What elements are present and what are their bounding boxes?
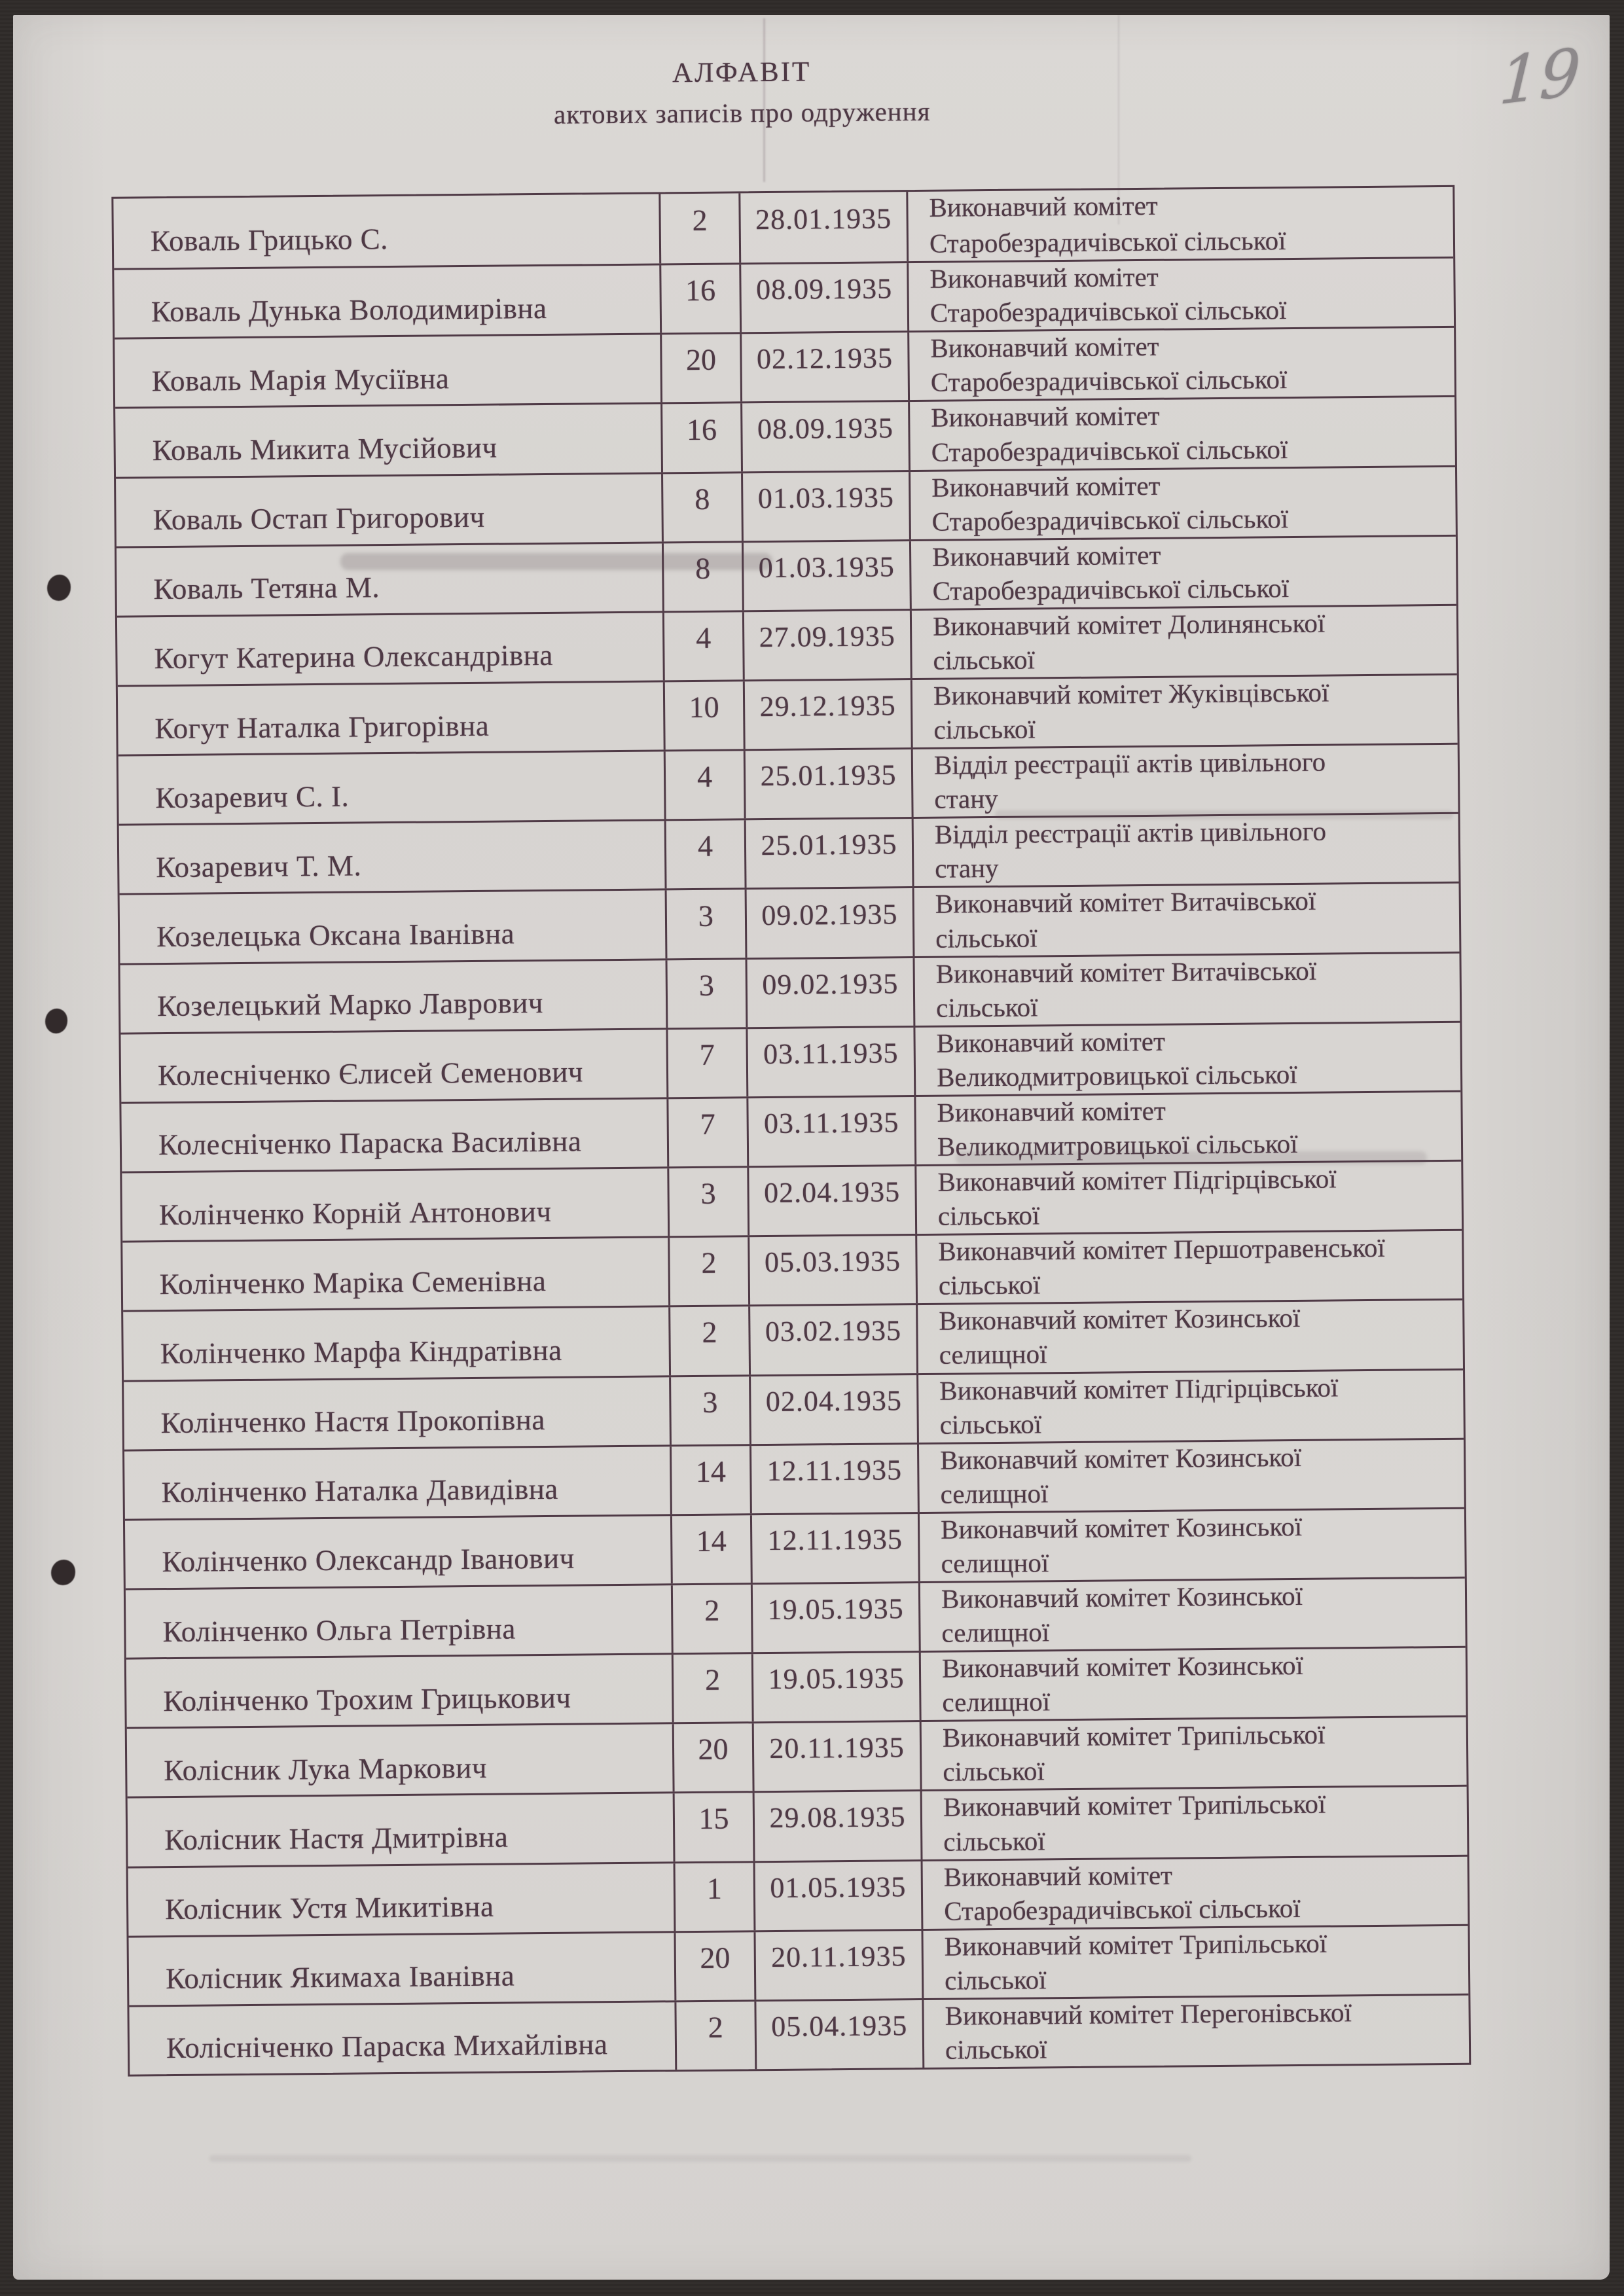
record-date: 19.05.1935	[751, 1583, 919, 1652]
record-registration-organ	[916, 1370, 1464, 1442]
record-organ-line1: Виконавчий комітет Козинської	[939, 1302, 1301, 1336]
record-organ-line2: Старобезрадичівської сільської	[929, 295, 1287, 329]
record-organ-line1: Виконавчий комітет	[931, 401, 1160, 433]
record-entry-number: 14	[670, 1515, 751, 1583]
record-registration-organ	[914, 1162, 1462, 1234]
record-date: 02.04.1935	[747, 1166, 915, 1235]
table-row	[120, 882, 1460, 963]
record-date: 20.11.1935	[752, 1722, 920, 1791]
record-registration-organ	[908, 397, 1455, 469]
table-row	[128, 1785, 1468, 1866]
record-organ-line1: Виконавчий комітет Трипільської	[944, 1928, 1327, 1962]
record-organ-line2: сільської	[943, 1755, 1045, 1787]
record-organ-line2: сільської	[933, 713, 1036, 745]
record-date: 05.04.1935	[754, 2000, 922, 2069]
record-entry-number: 4	[664, 821, 745, 889]
record-date: 03.11.1935	[746, 1097, 914, 1166]
record-organ-line2: сільської	[943, 1825, 1045, 1857]
record-registration-organ	[922, 1996, 1469, 2068]
record-entry-number: 7	[666, 1029, 746, 1097]
table-row	[129, 1994, 1469, 2075]
record-registration-organ	[909, 467, 1456, 539]
table-row	[113, 187, 1453, 268]
record-date: 27.09.1935	[742, 611, 911, 679]
table-row	[117, 535, 1456, 616]
record-entry-number: 8	[662, 543, 742, 611]
table-row	[124, 1437, 1464, 1518]
record-date: 29.12.1935	[743, 680, 911, 749]
record-name: Когут Катерина Олександрівна	[154, 639, 554, 675]
record-organ-line2: Старобезрадичівської сільської	[931, 433, 1288, 467]
table-row	[126, 1577, 1466, 1658]
record-entry-number: 7	[666, 1098, 747, 1166]
record-entry-number: 3	[669, 1376, 749, 1444]
record-organ-line1: Виконавчий комітет Козинської	[940, 1511, 1303, 1545]
record-name: Коваль Микита Мусійович	[152, 431, 497, 467]
record-organ-line1: Виконавчий комітет Козинської	[941, 1580, 1303, 1614]
record-organ-line1: Виконавчий комітет	[937, 1095, 1166, 1128]
table-row	[118, 743, 1458, 824]
record-date: 08.09.1935	[739, 263, 907, 332]
record-name: Колінченко Ольга Петрівна	[162, 1611, 516, 1648]
table-row	[125, 1507, 1465, 1588]
record-organ-line1: Виконавчий комітет Витачівської	[935, 955, 1317, 989]
record-name: Козелецька Оксана Іванівна	[156, 917, 515, 954]
record-registration-organ	[910, 606, 1457, 678]
record-organ-line2: Старобезрадичівської сільської	[931, 503, 1289, 537]
record-organ-line1: Виконавчий комітет	[936, 1026, 1166, 1058]
record-date: 12.11.1935	[749, 1444, 918, 1513]
record-organ-line2: стану	[935, 853, 999, 884]
record-organ-line2: Великодмитровицької сільської	[936, 1058, 1297, 1092]
hole-punch	[47, 575, 71, 601]
table-row	[121, 1090, 1461, 1172]
record-name: Колісник Лука Маркович	[164, 1751, 488, 1787]
record-entry-number: 3	[666, 960, 746, 1028]
record-organ-line1: Виконавчий комітет Козинської	[939, 1441, 1302, 1475]
table-row	[116, 465, 1456, 546]
page-subtitle: актових записів про одруження	[553, 96, 931, 130]
record-registration-organ	[920, 1717, 1467, 1789]
document-paper	[13, 15, 1610, 2280]
record-registration-organ	[921, 1856, 1468, 1928]
record-organ-line1: Виконавчий комітет	[929, 261, 1159, 294]
record-name: Колінченко Маріка Семенівна	[159, 1264, 547, 1300]
record-name: Колісніченко Параска Михайлівна	[166, 2028, 608, 2065]
record-name: Колінченко Марфа Кіндратівна	[160, 1333, 562, 1371]
record-organ-line2: Великодмитровицької сільської	[937, 1128, 1298, 1162]
record-date: 01.05.1935	[753, 1861, 922, 1930]
record-organ-line2: сільської	[944, 1964, 1047, 1996]
table-row	[115, 395, 1455, 476]
record-name: Коваль Марія Мусіївна	[151, 362, 450, 398]
table-row	[122, 1160, 1462, 1241]
record-organ-line1: Виконавчий комітет Витачівської	[935, 886, 1316, 920]
record-registration-organ	[914, 1092, 1461, 1164]
record-name: Колесніченко Єлисей Семенович	[157, 1055, 584, 1092]
record-organ-line2: селищної	[941, 1617, 1050, 1648]
record-name: Козелецький Марко Лаврович	[156, 986, 544, 1023]
record-entry-number: 2	[671, 1585, 751, 1653]
record-organ-line2: селищної	[941, 1547, 1049, 1579]
record-name: Колінченко Корній Антонович	[158, 1194, 552, 1231]
record-registration-organ	[912, 953, 1460, 1025]
record-registration-organ	[906, 187, 1453, 261]
handwritten-page-number: 19	[1497, 34, 1583, 120]
table-row	[118, 673, 1458, 755]
record-organ-line1: Виконавчий комітет	[943, 1859, 1173, 1892]
record-date: 20.11.1935	[753, 1931, 922, 2000]
record-organ-line2: сільської	[933, 644, 1036, 675]
record-organ-line1: Виконавчий комітет Трипільської	[942, 1719, 1326, 1753]
record-date: 29.08.1935	[753, 1791, 921, 1860]
record-organ-line2: Старобезрадичівської сільської	[932, 572, 1290, 606]
table-row	[117, 604, 1457, 685]
record-date: 09.02.1935	[746, 958, 914, 1027]
record-entry-number: 14	[670, 1446, 750, 1514]
printed-content	[5, 9, 1621, 2287]
table-row	[122, 1229, 1462, 1310]
record-organ-line2: Старобезрадичівської сільської	[944, 1892, 1301, 1926]
record-organ-line1: Відділ реєстрації актів цивільного	[933, 746, 1326, 780]
records-table	[111, 185, 1471, 2077]
record-entry-number: 4	[662, 612, 743, 680]
record-name: Колісник Настя Дмитрівна	[164, 1820, 509, 1857]
record-entry-number: 2	[668, 1238, 748, 1306]
record-name: Колінченко Трохим Грицькович	[163, 1681, 571, 1717]
record-date: 02.04.1935	[749, 1375, 917, 1444]
record-entry-number: 3	[665, 890, 746, 958]
page-title: АЛФАВІТ	[672, 56, 812, 89]
record-name: Коваль Грицько С.	[150, 223, 389, 258]
record-date: 19.05.1935	[751, 1653, 920, 1721]
record-organ-line1: Виконавчий комітет Першотравенської	[938, 1232, 1385, 1266]
record-organ-line2: сільської	[939, 1408, 1042, 1440]
record-entry-number: 2	[674, 2001, 755, 2070]
record-name: Колінченко Настя Прокопівна	[160, 1403, 546, 1440]
record-entry-number: 8	[661, 473, 742, 541]
record-registration-organ	[912, 884, 1460, 956]
record-entry-number: 20	[674, 1932, 754, 2000]
record-organ-line2: Старобезрадичівської сільської	[929, 225, 1286, 259]
record-name: Колесніченко Параска Василівна	[158, 1124, 582, 1162]
record-organ-line1: Виконавчий комітет Перегонівської	[945, 1997, 1352, 2031]
record-registration-organ	[921, 1926, 1468, 1998]
table-row	[127, 1715, 1467, 1797]
record-organ-line1: Виконавчий комітет Підгірцівської	[939, 1371, 1339, 1406]
record-organ-line2: Старобезрадичівської сільської	[930, 364, 1288, 398]
record-organ-line1: Виконавчий комітет Долинянської	[932, 607, 1326, 641]
table-row	[124, 1368, 1464, 1449]
record-name: Колісник Якимаха Іванівна	[165, 1959, 515, 1996]
record-registration-organ	[907, 328, 1454, 400]
record-registration-organ	[907, 259, 1454, 331]
record-organ-line1: Виконавчий комітет	[930, 331, 1159, 364]
record-registration-organ	[911, 675, 1458, 747]
record-organ-line1: Виконавчий комітет	[931, 539, 1161, 572]
record-organ-line2: сільської	[937, 1200, 1040, 1231]
table-row	[119, 812, 1459, 893]
record-registration-organ	[919, 1648, 1466, 1720]
record-entry-number: 20	[660, 334, 740, 403]
record-name: Козаревич Т. М.	[156, 849, 362, 884]
record-organ-line2: селищної	[940, 1478, 1049, 1509]
record-date: 03.02.1935	[748, 1305, 916, 1374]
record-date: 01.03.1935	[742, 541, 910, 610]
table-row	[114, 257, 1454, 338]
record-organ-line2: стану	[934, 783, 998, 815]
record-organ-line2: сільської	[935, 922, 1038, 954]
record-entry-number: 3	[667, 1168, 748, 1236]
record-date: 25.01.1935	[744, 819, 912, 888]
record-date: 08.09.1935	[740, 403, 909, 471]
record-organ-line1: Виконавчий комітет	[931, 470, 1161, 503]
table-row	[126, 1646, 1466, 1727]
record-date: 03.11.1935	[746, 1028, 914, 1096]
record-date: 09.02.1935	[745, 889, 913, 958]
record-name: Когут Наталка Григорівна	[154, 709, 490, 745]
record-name: Коваль Тетяна М.	[153, 571, 380, 606]
hole-punch	[45, 1009, 67, 1033]
record-registration-organ	[911, 745, 1458, 817]
record-organ-line2: сільської	[945, 2034, 1047, 2065]
table-row	[115, 326, 1454, 407]
record-organ-line1: Виконавчий комітет Трипільської	[943, 1789, 1326, 1823]
record-entry-number: 2	[672, 1654, 752, 1722]
record-registration-organ	[916, 1300, 1463, 1372]
record-organ-line2: селищної	[942, 1686, 1051, 1717]
record-date: 25.01.1935	[744, 749, 912, 818]
record-entry-number: 1	[674, 1863, 754, 1931]
record-entry-number: 16	[660, 404, 741, 472]
record-organ-line2: сільської	[938, 1269, 1041, 1301]
record-entry-number: 4	[664, 751, 744, 819]
record-name: Коваль Остап Григорович	[153, 500, 485, 537]
record-organ-line1: Виконавчий комітет Підгірцівської	[937, 1163, 1337, 1197]
record-entry-number: 2	[659, 193, 739, 263]
record-name: Колісник Устя Микитівна	[164, 1890, 494, 1926]
record-date: 28.01.1935	[738, 192, 907, 262]
record-registration-organ	[918, 1509, 1465, 1581]
record-registration-organ	[913, 1023, 1460, 1095]
record-entry-number: 16	[659, 264, 740, 332]
record-name: Колінченко Олександр Іванович	[162, 1541, 575, 1579]
record-name: Колінченко Наталка Давидівна	[161, 1473, 558, 1509]
record-date: 02.12.1935	[740, 332, 908, 401]
record-organ-line2: селищної	[939, 1338, 1047, 1371]
record-entry-number: 10	[663, 681, 744, 749]
record-organ-line2: сільської	[935, 992, 1038, 1023]
record-name: Коваль Дунька Володимирівна	[151, 291, 547, 328]
record-registration-organ	[909, 537, 1456, 609]
record-date: 12.11.1935	[750, 1514, 918, 1583]
record-registration-organ	[918, 1579, 1466, 1651]
record-organ-line1: Виконавчий комітет Козинської	[941, 1650, 1304, 1683]
record-registration-organ	[912, 814, 1459, 886]
record-entry-number: 15	[673, 1793, 753, 1861]
record-entry-number: 2	[668, 1307, 749, 1375]
table-row	[120, 951, 1460, 1032]
record-registration-organ	[917, 1439, 1464, 1511]
record-organ-line1: Виконавчий комітет Жуківцівської	[933, 677, 1329, 711]
table-row	[123, 1299, 1463, 1380]
table-row	[128, 1854, 1468, 1935]
record-entry-number: 20	[672, 1724, 753, 1792]
record-name: Козаревич С. І.	[155, 780, 350, 814]
record-date: 05.03.1935	[748, 1236, 916, 1304]
table-row	[120, 1021, 1460, 1102]
record-date: 01.03.1935	[741, 472, 909, 541]
record-registration-organ	[915, 1231, 1462, 1303]
record-organ-line1: Відділ реєстрації актів цивільного	[934, 816, 1327, 850]
hole-punch	[51, 1560, 75, 1585]
document-header	[6, 50, 1479, 135]
record-organ-line1: Виконавчий комітет	[929, 190, 1158, 223]
record-registration-organ	[920, 1787, 1468, 1859]
table-row	[128, 1924, 1468, 2005]
